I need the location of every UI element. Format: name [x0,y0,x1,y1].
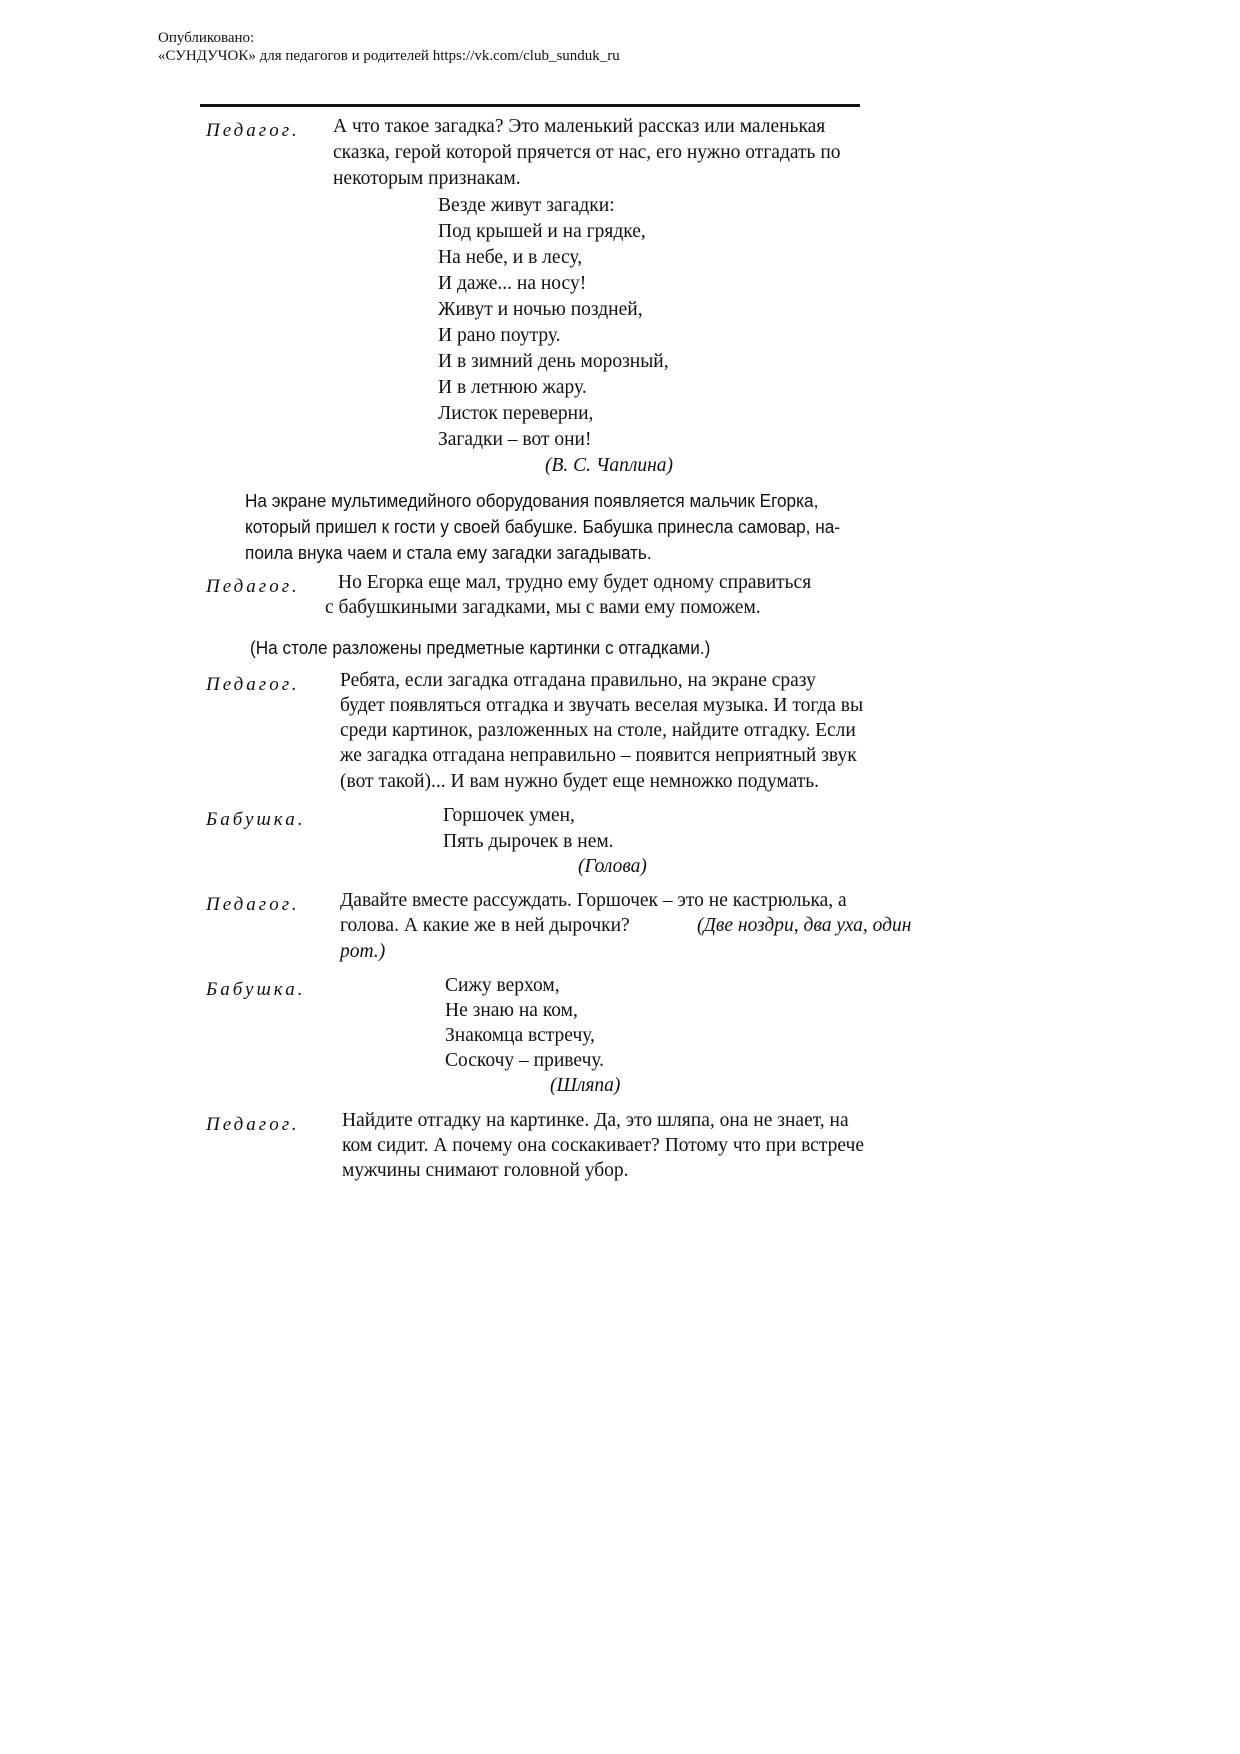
narration-line: поила внука чаем и стала ему загадки загадывать. [245,542,652,563]
speaker-label: Бабушка. [206,979,306,1000]
top-rule [200,104,860,107]
text-line: мужчины снимают головной убор. [342,1160,629,1181]
narration-line: который пришел к гости у своей бабушке. Бабушка принесла самовар, на- [245,516,841,537]
text-line-answer: рот.) [340,941,386,962]
poem-line: Живут и ночью поздней, [438,299,643,320]
text-line: (вот такой)... И вам нужно будет еще немножко подумать. [340,771,820,792]
riddle-line: Сижу верхом, [445,975,560,996]
text-line-answer: (Две ноздри, два уха, один [697,915,912,936]
published-label: Опубликовано: [158,30,255,46]
speaker-label: Педагог. [206,674,300,695]
poem-line: Листок переверни, [438,403,594,424]
riddle-answer: (Шляпа) [550,1075,621,1096]
text-line: среди картинок, разложенных на столе, найдите отгадку. Если [340,720,856,741]
poem-line: Загадки – вот они! [438,429,592,450]
text-line: будет появляться отгадка и звучать веселая музыка. И тогда вы [340,695,864,716]
text-line: Найдите отгадку на картинке. Да, это шляпа, она не знает, на [342,1110,849,1131]
riddle-answer: (Голова) [578,856,647,877]
speaker-label: Педагог. [206,120,300,141]
narration-line: На экране мультимедийного оборудования появляется мальчик Егорка, [245,490,819,511]
speaker-label: Педагог. [206,894,300,915]
riddle-line: Горшочек умен, [443,805,575,826]
text-line: сказка, герой которой прячется от нас, его нужно отгадать по [333,142,841,163]
riddle-line: Не знаю на ком, [445,1000,578,1021]
poem-line: И в летнюю жару. [438,377,587,398]
poem-line: На небе, и в лесу, [438,247,583,268]
riddle-line: Знакомца встречу, [445,1025,595,1046]
text-line: Давайте вместе рассуждать. Горшочек – это не кастрюлька, а [340,890,847,911]
text-line: Ребята, если загадка отгадана правильно, на экране сразу [340,670,816,691]
text-line: с бабушкиными загадками, мы с вами ему поможем. [325,597,761,618]
text-line: голова. А какие же в ней дырочки? [340,915,630,936]
text-line: же загадка отгадана неправильно – появится неприятный звук [340,745,857,766]
speaker-label: Бабушка. [206,809,306,830]
poem-line: И в зимний день морозный, [438,351,669,372]
text-line: ком сидит. А почему она соскакивает? Потому что при встрече [342,1135,864,1156]
source-line: «СУНДУЧОК» для педагогов и родителей https://vk.com/club_sunduk_ru [158,48,620,64]
riddle-line: Соскочу – привечу. [445,1050,605,1071]
poem-author: (В. С. Чаплина) [545,455,674,476]
text-line: А что такое загадка? Это маленький рассказ или маленькая [333,116,826,137]
text-line: Но Егорка еще мал, трудно ему будет одному справиться [338,572,812,593]
speaker-label: Педагог. [206,576,300,597]
poem-line: И даже... на носу! [438,273,587,294]
poem-line: И рано поутру. [438,325,561,346]
stage-direction: (На столе разложены предметные картинки с отгадками.) [250,637,711,658]
poem-line: Под крышей и на грядке, [438,221,646,242]
speaker-label: Педагог. [206,1114,300,1135]
text-line: некоторым признакам. [333,168,521,189]
poem-line: Везде живут загадки: [438,195,615,216]
riddle-line: Пять дырочек в нем. [443,831,614,852]
